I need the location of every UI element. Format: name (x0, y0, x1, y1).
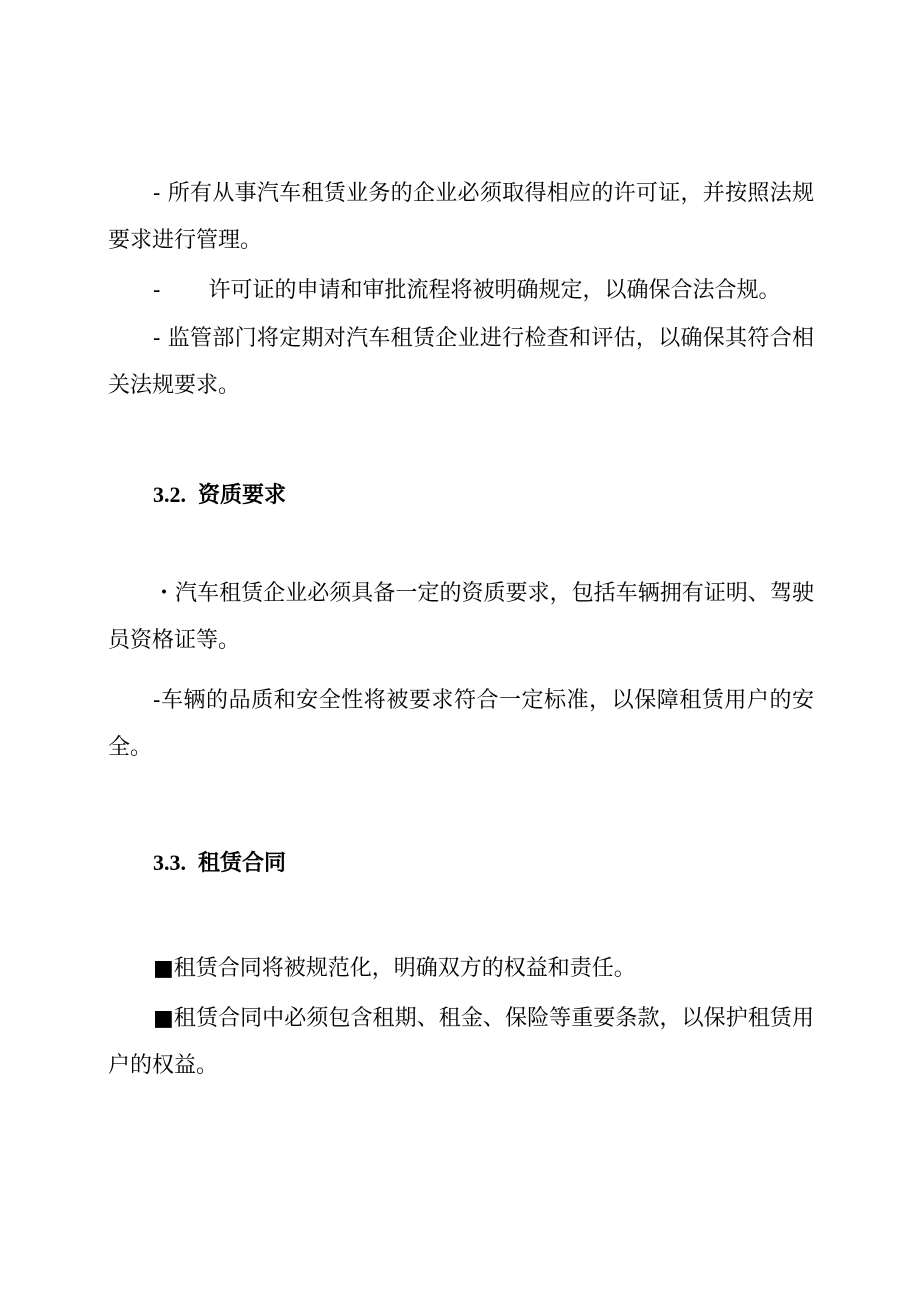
paragraph-contract-terms: ■租赁合同中必须包含租期、租金、保险等重要条款，以保护租赁用户的权益。 (108, 1006, 814, 1078)
section-title: 资质要求 (198, 483, 287, 508)
paragraph-regulator-inspection: - 监管部门将定期对汽车租赁企业进行检查和评估，以确保其符合相关法规要求。 (108, 326, 814, 398)
paragraph-vehicle-safety: -车辆的品质和安全性将被要求符合一定标准，以保障租赁用户的安全。 (108, 688, 814, 760)
section-heading-lease-contract (153, 848, 286, 879)
paragraph-license-process (108, 267, 814, 314)
paragraph-qualification-requirement: ・汽车租赁企业必须具备一定的资质要求，包括车辆拥有证明、驾驶员资格证等。 (108, 581, 814, 653)
paragraph-contract-standardization: ■租赁合同将被规范化，明确双方的权益和责任。 (153, 956, 636, 981)
paragraph-license-process-text: 许可证的申请和审批流程将被明确规定，以确保合法合规。 (208, 278, 781, 303)
section-number: 3.2. (153, 482, 186, 507)
section-title: 租赁合同 (198, 851, 287, 876)
section-heading-qualification (153, 480, 286, 511)
section-number: 3.3. (153, 850, 186, 875)
list-dash-marker: - (153, 278, 161, 303)
paragraph-license-requirement: - 所有从事汽车租赁业务的企业必须取得相应的许可证，并按照法规要求进行管理。 (108, 181, 814, 253)
